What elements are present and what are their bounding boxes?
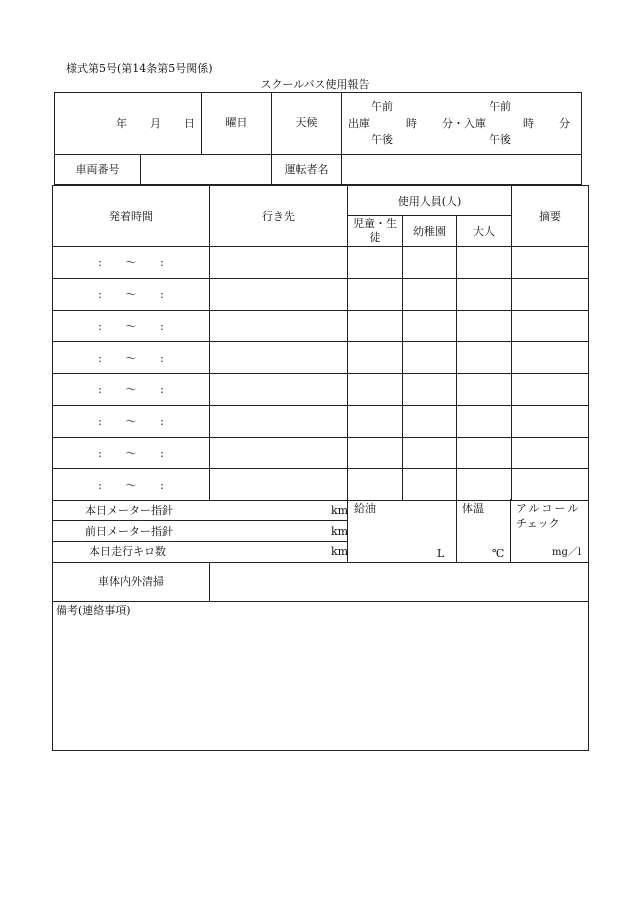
alcohol-label-line2: チェック [516, 517, 560, 530]
distance-label: 本日走行キロ数 [89, 545, 166, 558]
destination-cell[interactable] [210, 342, 348, 374]
time-row [53, 469, 589, 501]
fuel-unit: L [437, 547, 445, 560]
vehicle-number-field[interactable] [141, 155, 271, 185]
departure-hour: 時 [406, 117, 417, 130]
time-row [53, 278, 589, 310]
time-row [53, 247, 589, 279]
kindergarten-cell[interactable] [403, 342, 457, 374]
time-row [53, 374, 589, 406]
remarks-field[interactable] [53, 620, 588, 750]
col-header-users: 使用人員(人) [348, 186, 512, 216]
notes-cell[interactable] [512, 278, 589, 310]
weather-label: 天候 [295, 115, 318, 129]
time-cell[interactable] [53, 374, 210, 406]
distance-unit: km [331, 545, 349, 558]
day-label: 日 [184, 117, 195, 130]
students-cell[interactable] [348, 405, 403, 437]
adults-cell[interactable] [457, 405, 512, 437]
time-row [53, 342, 589, 374]
time-end-colon: : [160, 415, 164, 429]
students-cell[interactable] [348, 374, 403, 406]
kindergarten-cell[interactable] [403, 469, 457, 501]
col-header-kindergarten: 幼稚園 [403, 216, 457, 247]
adults-cell[interactable] [457, 374, 512, 406]
month-label: 月 [150, 117, 161, 130]
kindergarten-cell[interactable] [403, 374, 457, 406]
col-header-students-line2: 徒 [369, 231, 381, 244]
students-cell[interactable] [348, 247, 403, 279]
time-start-colon: : [98, 351, 102, 365]
entry-pm: 午後 [489, 133, 511, 146]
time-end-colon: : [160, 256, 164, 270]
destination-cell[interactable] [210, 247, 348, 279]
vehicle-number-label: 車両番号 [75, 162, 120, 176]
form-title: スクールバス使用報告 [260, 78, 370, 91]
kindergarten-cell[interactable] [403, 310, 457, 342]
meter-today-label: 本日メーター指針 [85, 504, 173, 517]
students-cell[interactable] [348, 342, 403, 374]
time-tilde: ～ [125, 351, 137, 365]
entry-label: 分・入庫 [442, 117, 486, 130]
notes-cell[interactable] [512, 374, 589, 406]
time-start-colon: : [98, 415, 102, 429]
fuel-label: 給油 [354, 502, 376, 515]
col-header-notes: 摘要 [512, 186, 589, 247]
kindergarten-cell[interactable] [403, 247, 457, 279]
time-cell[interactable] [53, 437, 210, 469]
students-cell[interactable] [348, 469, 403, 501]
cleaning-label: 車体内外清掃 [98, 575, 164, 589]
time-end-colon: : [160, 351, 164, 365]
time-start-colon: : [98, 288, 102, 302]
departure-label: 出庫 [348, 117, 370, 130]
kindergarten-cell[interactable] [403, 405, 457, 437]
time-tilde: ～ [125, 446, 137, 460]
time-cell[interactable] [53, 405, 210, 437]
destination-cell[interactable] [210, 405, 348, 437]
destination-cell[interactable] [210, 310, 348, 342]
time-tilde: ～ [125, 256, 137, 270]
time-row [53, 405, 589, 437]
col-header-departure-time: 発着時間 [53, 186, 210, 247]
destination-cell[interactable] [210, 469, 348, 501]
time-start-colon: : [98, 319, 102, 333]
kindergarten-cell[interactable] [403, 278, 457, 310]
time-tilde: ～ [125, 319, 137, 333]
time-tilde: ～ [125, 478, 137, 492]
kindergarten-cell[interactable] [403, 437, 457, 469]
time-cell[interactable] [53, 310, 210, 342]
col-header-destination: 行き先 [210, 186, 348, 247]
notes-cell[interactable] [512, 469, 589, 501]
time-start-colon: : [98, 478, 102, 492]
students-cell[interactable] [348, 310, 403, 342]
temp-unit: ℃ [492, 547, 505, 560]
adults-cell[interactable] [457, 342, 512, 374]
adults-cell[interactable] [457, 469, 512, 501]
notes-cell[interactable] [512, 247, 589, 279]
time-end-colon: : [160, 319, 164, 333]
col-header-students-line1: 児童・生 [353, 217, 397, 231]
time-cell[interactable] [53, 278, 210, 310]
driver-name-label: 運転者名 [284, 162, 329, 176]
time-start-colon: : [98, 446, 102, 460]
time-end-colon: : [160, 288, 164, 302]
form-number: 様式第5号(第14条第5号関係) [66, 62, 213, 75]
destination-cell[interactable] [210, 374, 348, 406]
time-cell[interactable] [53, 469, 210, 501]
year-label: 年 [116, 117, 127, 130]
meter-today-unit: km [331, 504, 349, 517]
weekday-label: 曜日 [225, 115, 248, 129]
meter-previous-label: 前日メーター指針 [85, 525, 173, 538]
alcohol-unit: mg／l [552, 547, 582, 558]
remarks-label: 備考(連絡事項) [56, 604, 131, 617]
driver-name-field[interactable] [342, 155, 582, 185]
adults-cell[interactable] [457, 310, 512, 342]
adults-cell[interactable] [457, 278, 512, 310]
adults-cell[interactable] [457, 437, 512, 469]
students-cell[interactable] [348, 278, 403, 310]
destination-cell[interactable] [210, 437, 348, 469]
students-cell[interactable] [348, 437, 403, 469]
departure-am: 午前 [371, 100, 393, 113]
time-row [53, 310, 589, 342]
time-start-colon: : [98, 383, 102, 397]
time-cell[interactable] [53, 247, 210, 279]
time-cell[interactable] [53, 342, 210, 374]
notes-cell[interactable] [512, 437, 589, 469]
notes-cell[interactable] [512, 405, 589, 437]
col-header-students [348, 216, 403, 247]
entry-am: 午前 [489, 100, 511, 113]
body-temp-label: 体温 [462, 502, 484, 515]
time-end-colon: : [160, 446, 164, 460]
entry-minute: 分 [559, 117, 570, 130]
time-start-colon: : [98, 256, 102, 270]
entry-hour: 時 [523, 117, 534, 130]
usage-table [52, 185, 589, 501]
notes-cell[interactable] [512, 342, 589, 374]
adults-cell[interactable] [457, 247, 512, 279]
time-row [53, 437, 589, 469]
notes-cell[interactable] [512, 310, 589, 342]
col-header-adults: 大人 [457, 216, 512, 247]
time-end-colon: : [160, 478, 164, 492]
departure-pm: 午後 [371, 133, 393, 146]
cleaning-field[interactable] [210, 563, 588, 602]
alcohol-label-line1: アルコール [516, 502, 581, 515]
destination-cell[interactable] [210, 278, 348, 310]
time-tilde: ～ [125, 383, 137, 397]
meter-previous-unit: km [331, 525, 349, 538]
time-tilde: ～ [125, 288, 137, 302]
time-end-colon: : [160, 383, 164, 397]
time-tilde: ～ [125, 415, 137, 429]
